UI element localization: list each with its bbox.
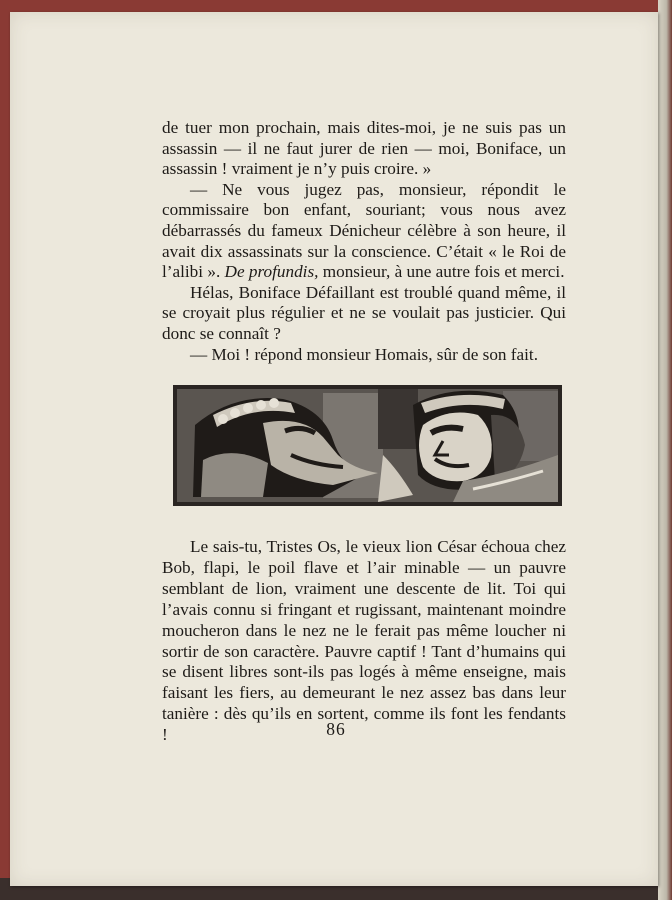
paragraph-5: Le sais-tu, Tristes Os, le vieux lion César échoua chez Bob, flapi, le poil flave et l’air minable — un pauvre semblant de lion, vraiment une descente de lit. Toi qui l’avais connu si fringant et rugissant, maintenant moindre moucheron dans le nez ne le ferait pas même loucher ni sortir de son caractère. Pauvre captif ! Tant d’humains qui se disent libres sont-ils pas logés à même enseigne, mais faisant les fiers, au demeurant le nez assez bas dans leur tanière : dès qu’ils en sortent, comme ils font les fendants ! (162, 537, 566, 745)
woodcut-illustration (173, 385, 562, 506)
paragraph-2-tail: monsieur, à une autre fois et merci. (318, 262, 565, 282)
paragraph-3: Hélas, Boniface Défaillant est troublé quand même, il se croyait plus régulier et ne se voulait pas justicier. Qui donc se connaît ? (162, 282, 566, 343)
paragraph-1: de tuer mon prochain, mais dites-moi, je ne suis pas un assassin — il ne faut jurer de rien — moi, Boniface, un assassin ! vraiment je n’y puis croire. » (162, 118, 566, 179)
page-number: 86 (326, 719, 346, 739)
paragraph-2-italic: De profundis, (224, 262, 319, 282)
top-text-block (162, 118, 566, 365)
paragraph-4: — Moi ! répond monsieur Homais, sûr de son fait. (190, 344, 538, 364)
paragraph-2-text: — Ne vous jugez pas, monsieur, répondit le commissaire bon enfant, souriant; vous nous avez débarrassés du fameux Dénicheur célèbre à son heure, il avait dix assassinats sur la conscience. C’était « le Roi de l’alibi ». (162, 179, 566, 282)
next-page-edge (658, 0, 672, 900)
bottom-text-block (162, 537, 566, 746)
paragraph-2 (162, 180, 566, 283)
